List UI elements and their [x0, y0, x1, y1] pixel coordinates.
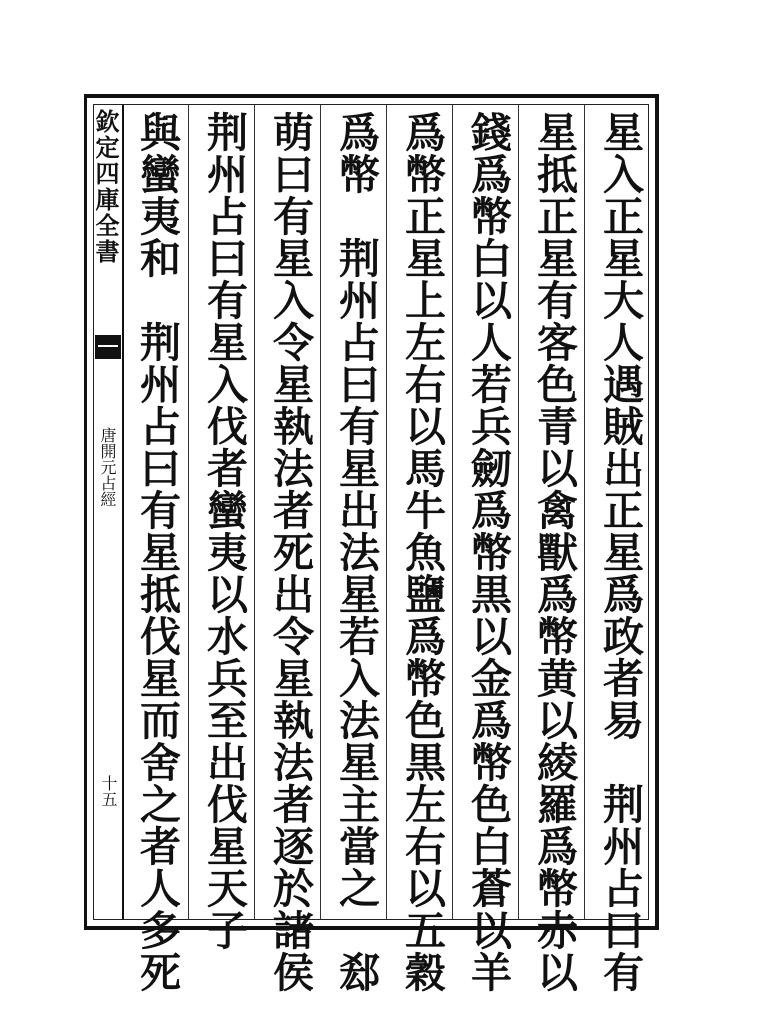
column-text: 荆州占曰有星入伐者蠻夷以水兵至出伐星天子 — [200, 111, 248, 951]
column-text: 與蠻夷和 荆州占曰有星抵伐星而舍之者人多死 — [133, 111, 181, 993]
column-text: 萌曰有星入令星執法者死出令星執法者逐於諸侯 — [266, 111, 314, 993]
text-column-1 — [584, 105, 651, 993]
text-column-7 — [188, 105, 255, 951]
page-number: 十五 — [99, 775, 118, 807]
page-frame-inner — [91, 104, 649, 993]
fishtail-mark — [95, 335, 121, 359]
column-text: 爲幣正星上左右以馬牛魚鹽爲幣色黒左右以五穀 — [398, 111, 446, 993]
page-frame — [84, 94, 659, 993]
text-columns — [122, 105, 648, 993]
text-column-8 — [122, 105, 188, 993]
book-title: 唐開元占經 — [98, 427, 117, 507]
column-text: 錢爲幣白以人若兵劒爲幣黒以金爲幣色白蒼以羊 — [464, 111, 512, 993]
text-column-4 — [386, 105, 453, 993]
column-text: 星抵正星有客色青以禽獸爲幣黄以綾羅爲幣赤以 — [530, 111, 578, 993]
text-column-3 — [452, 105, 519, 993]
text-column-6 — [254, 105, 321, 993]
margin-strip — [91, 105, 124, 919]
collection-title: 欽定四庫全書 — [91, 109, 120, 265]
column-text: 星入正星大人遇賊出正星爲政者易 荆州占曰有 — [596, 111, 644, 993]
text-column-2 — [518, 105, 585, 993]
column-text: 爲幣 荆州占曰有星出法星若入法星主當之 郄 — [332, 111, 380, 993]
text-column-5 — [320, 105, 387, 993]
